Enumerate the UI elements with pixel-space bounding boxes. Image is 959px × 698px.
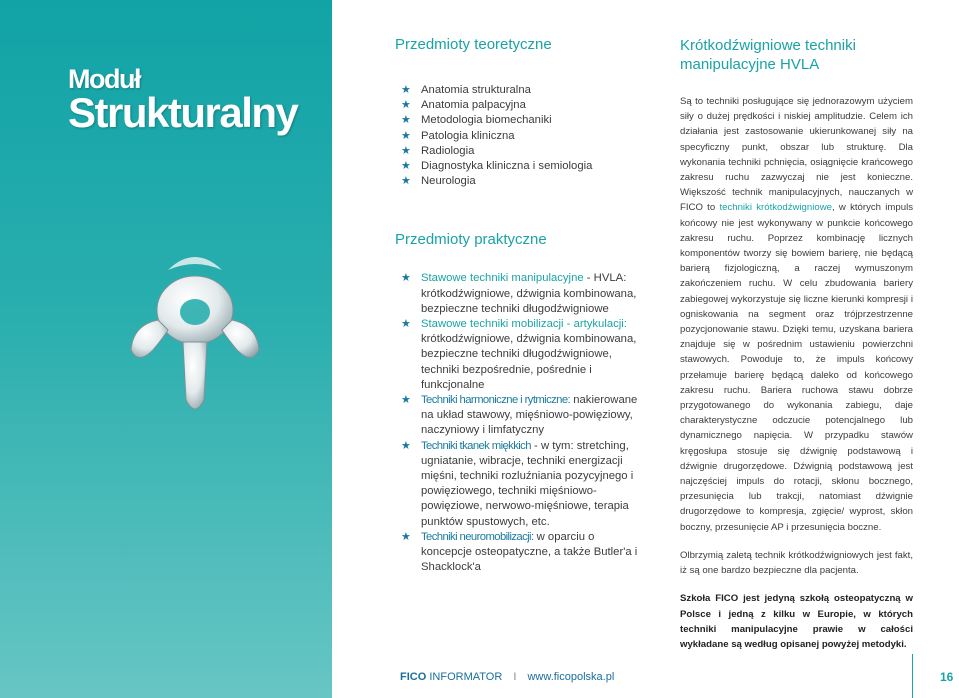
theory-list	[395, 83, 640, 189]
practice-title: Przedmioty praktyczne	[395, 231, 547, 249]
star-icon: ★	[401, 160, 411, 173]
list-item	[395, 317, 640, 393]
list-item-highlight: Techniki neuromobilizacji:	[421, 530, 534, 543]
list-item-text: w oparciu o koncepcje osteopatyczne, a także Butler'a i Shacklock'a	[421, 530, 638, 574]
star-icon: ★	[401, 272, 411, 285]
sidebar-band	[0, 0, 332, 698]
list-item-text: nakierowane na układ stawowy, mięśniowo-powięziowy, naczyniowy i limfatyczny	[421, 394, 638, 437]
theory-title: Przedmioty teoretyczne	[395, 36, 552, 53]
list-item	[395, 530, 640, 576]
hvla-paragraph-2: Olbrzymią zaletą technik krótkodźwigniowych jest fakt, iż są one bardzo bezpieczne dla pacjenta.	[680, 549, 913, 577]
list-item	[395, 98, 640, 113]
list-item	[395, 439, 640, 530]
list-item-label: Radiologia	[421, 144, 475, 157]
list-item	[395, 174, 640, 189]
list-item-highlight: Stawowe techniki mobilizacji - artykulacji:	[421, 318, 627, 331]
paragraph-text: Są to techniki posługujące się jednorazowym użyciem siły o dużej prędkości i niskiej amplitudzie. Celem ich działania jest zastosowanie ukierunkowanej siły na specyficzny punkt, obszar lub strukturę. Dla wykonania techniki pchnięcia, osiągnięcie krańcowego zakresu ruchu zazwyczaj nie jest konieczne. Większość technik manipulacyjnych, nauczanych w FICO to	[680, 96, 913, 214]
list-item	[395, 113, 640, 128]
star-icon: ★	[401, 394, 411, 407]
subjects-column	[395, 36, 640, 575]
hvla-paragraph-1	[680, 94, 913, 535]
footer-brand: FICO	[400, 671, 427, 683]
star-icon: ★	[401, 99, 411, 112]
list-item-text: - HVLA: krótkodźwigniowe, dźwignia kombinowana, bezpieczne techniki długodźwigniowe	[421, 272, 637, 315]
paragraph-text: , w których impuls końcowy nie jest wykonywany w punkcie końcowego zakresu ruchu. Poprzez kombinację licznych komponentów tworzy się bowiem barierę, nie będącą barierą fizjologiczną, a raczej wymuszonym zakończeniem ruchu. W celu zbudowania bariery zabiegowej wykorzystuje się liczne kierunki kompresji i ogniskowania na segment oraz trójprzestrzenne pozycjonowanie stawu. Dzięki temu, uzyskana bariera znajduje się w pośrednim ustawieniu powierzchni stawowych. Powoduje to, że impuls końcowy przełamuje barierę będącą daleko od końcowego zakresu ruchu. Bariera ruchowa stawu dobrze przygotowanego do wykonania zabiegu, daje charakterystyczne odczucie potencjalnego lub dynamicznego napięcia. W przypadku stawów kręgosłupa stosuje się dźwignię podstawową i dźwignie drugorzędowe. Dźwignią podstawową jest najczęściej impuls do rotacji, skłonu bocznego, przesunięcia lub trakcji, natomiast dźwignie drugorzędowe to kompresja, zgięcie/ wyprost, skłon boczny, przesunięcie AP i przesunięcia boczne.	[680, 202, 913, 533]
list-item-highlight: Stawowe techniki manipulacyjne	[421, 272, 584, 285]
star-icon: ★	[401, 530, 411, 543]
star-icon: ★	[401, 84, 411, 96]
footer	[400, 671, 614, 683]
footer-url[interactable]: www.ficopolska.pl	[527, 671, 615, 683]
module-title-line2: Strukturalny	[68, 89, 298, 136]
star-icon: ★	[401, 144, 411, 157]
paragraph-highlight: techniki krótkodźwigniowe	[719, 202, 832, 214]
list-item-highlight: Techniki harmoniczne i rytmiczne:	[421, 394, 571, 407]
hvla-column	[680, 36, 913, 652]
list-item	[395, 393, 640, 439]
list-item-label: Anatomia palpacyjna	[421, 99, 526, 112]
practice-list	[395, 271, 640, 575]
list-item	[395, 83, 640, 98]
footer-separator: I	[513, 671, 517, 683]
list-item-label: Neurologia	[421, 175, 476, 188]
footer-divider	[912, 654, 913, 698]
vertebra-icon	[128, 250, 263, 420]
list-item-label: Patologia kliniczna	[421, 129, 515, 142]
star-icon: ★	[401, 114, 411, 127]
list-item-text: krótkodźwigniowe, dźwignia kombinowana, bezpieczne techniki długodźwigniowe, techniki bezpośrednie, pośrednie i funkcjonalne	[421, 333, 637, 391]
module-title	[68, 66, 297, 134]
star-icon: ★	[401, 439, 411, 452]
list-item-highlight: Techniki tkanek miękkich	[421, 439, 531, 452]
footer-brand-suffix: INFORMATOR	[429, 671, 503, 683]
star-icon: ★	[401, 129, 411, 142]
hvla-title: Krótkodźwigniowe techniki manipulacyjne HVLA	[680, 37, 856, 73]
list-item-text: - w tym: stretching, ugniatanie, wibracje, techniki energizacji mięśni, techniki rozluźniania pozycyjnego i powięziowego, techniki mięśniowo-powięziowe, nerwowo-mięśniowe, terapia punktów spustowych, etc.	[421, 439, 634, 528]
list-item	[395, 129, 640, 144]
star-icon: ★	[401, 175, 411, 188]
list-item	[395, 159, 640, 174]
list-item	[395, 271, 640, 317]
list-item-label: Diagnostyka kliniczna i semiologia	[421, 160, 593, 173]
star-icon: ★	[401, 318, 411, 331]
list-item-label: Anatomia strukturalna	[421, 84, 531, 96]
hvla-paragraph-3: Szkoła FICO jest jedyną szkołą osteopatyczną w Polsce i jedną z kilku w Europie, w których techniki manipulacyjne prawie w całości wykładane są według opisanej powyżej metodyki.	[680, 593, 913, 650]
list-item	[395, 144, 640, 159]
module-title-line1: Moduł	[68, 64, 140, 94]
page-number: 16	[940, 670, 954, 684]
list-item-label: Metodologia biomechaniki	[421, 114, 552, 127]
